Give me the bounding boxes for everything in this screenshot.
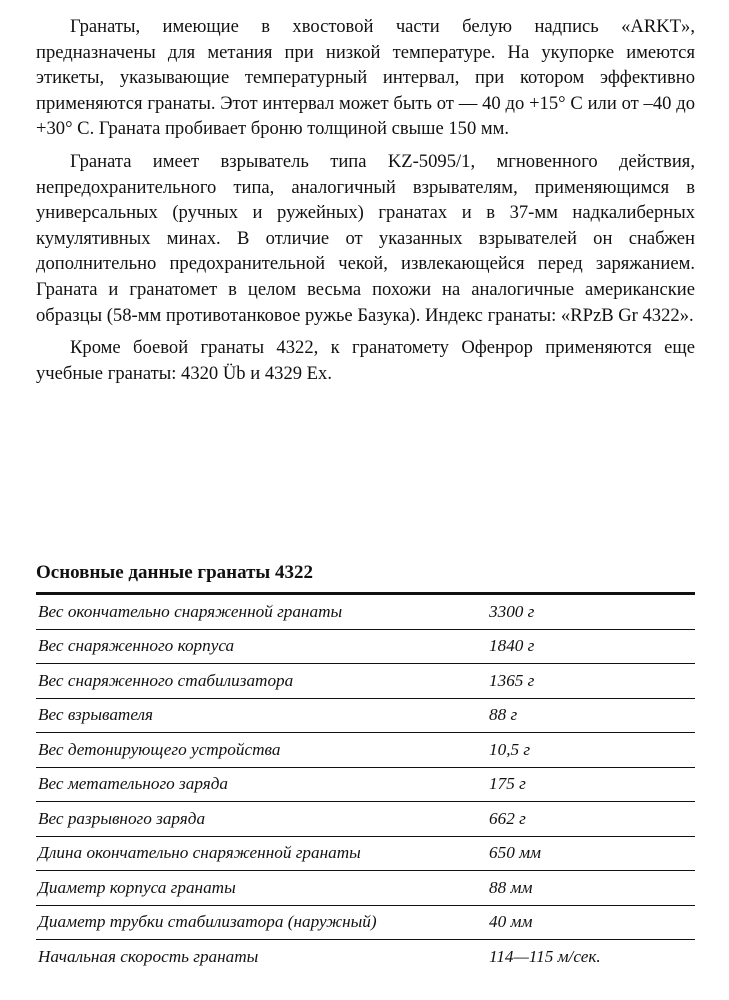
table-row bbox=[36, 664, 695, 699]
table-row bbox=[36, 630, 695, 665]
table-title: Основные данные гранаты 4322 bbox=[36, 562, 314, 583]
row-value: 88 г bbox=[489, 705, 518, 725]
table-row bbox=[36, 595, 695, 630]
table-row bbox=[36, 768, 695, 803]
row-label: Начальная скорость гранаты bbox=[38, 946, 259, 966]
row-label: Вес взрывателя bbox=[38, 705, 154, 725]
table-row bbox=[36, 871, 695, 906]
row-label: Вес разрывного заряда bbox=[38, 808, 206, 828]
row-label: Вес окончательно снаряженной гранаты bbox=[38, 601, 343, 621]
table-row bbox=[36, 733, 695, 768]
table-row bbox=[36, 906, 695, 941]
table-row bbox=[36, 699, 695, 734]
paragraph-fuze-description: Граната имеет взрыватель типа KZ-5095/1, мгновенного действия, непредохранительного типа, аналогичный взрывателям, применяющимся в универсальных (ручных и ружейных) гранатах и в 37-мм надкалиберных кумулятивных минах. В отличие от указанных взрывателей он снабжен дополнительно предохранительной чекой, извлекающейся перед заряжанием. Граната и гранатомет в целом весьма похожи на аналогичные американские образцы (58-мм противотанковое ружье Базука). Индекс гранаты: «RPzB Gr 4322». bbox=[36, 150, 695, 326]
row-label: Диаметр корпуса гранаты bbox=[38, 877, 236, 897]
row-label: Вес снаряженного стабилизатора bbox=[38, 670, 294, 690]
row-label: Вес снаряженного корпуса bbox=[38, 636, 235, 656]
row-label: Вес детонирующего устройства bbox=[38, 739, 281, 759]
table-row bbox=[36, 940, 695, 974]
row-value: 650 мм bbox=[489, 843, 542, 863]
body-text bbox=[36, 14, 695, 386]
row-value: 1840 г bbox=[489, 636, 535, 656]
row-value: 175 г bbox=[489, 774, 526, 794]
row-value: 10,5 г bbox=[489, 739, 531, 759]
table-row bbox=[36, 837, 695, 872]
row-value: 662 г bbox=[489, 808, 526, 828]
grenade-data-table bbox=[36, 592, 695, 974]
paragraph-low-temperature-grenades: Гранаты, имеющие в хвостовой части белую надпись «ARKT», предназначены для метания при низкой температуре. На укупорке имеются этикеты, указывающие температурный интервал, при котором эффективно применяются гранаты. Этот интервал может быть от — 40 до +15° С или от –40 до +30° С. Граната пробивает броню толщиной свыше 150 мм. bbox=[36, 16, 695, 140]
row-value: 88 мм bbox=[489, 877, 533, 897]
row-value: 40 мм bbox=[489, 912, 533, 932]
row-label: Длина окончательно снаряженной гранаты bbox=[38, 843, 361, 863]
row-value: 1365 г bbox=[489, 670, 535, 690]
row-value: 3300 г bbox=[489, 601, 535, 621]
table-row bbox=[36, 802, 695, 837]
row-label: Вес метательного заряда bbox=[38, 774, 229, 794]
row-label: Диаметр трубки стабилизатора (наружный) bbox=[38, 912, 377, 932]
paragraph-training-grenades: Кроме боевой гранаты 4322, к гранатомету Офенрор применяются еще учебные гранаты: 4320 Üb и 4329 Ex. bbox=[36, 337, 695, 384]
row-value: 114—115 м/сек. bbox=[489, 946, 601, 966]
